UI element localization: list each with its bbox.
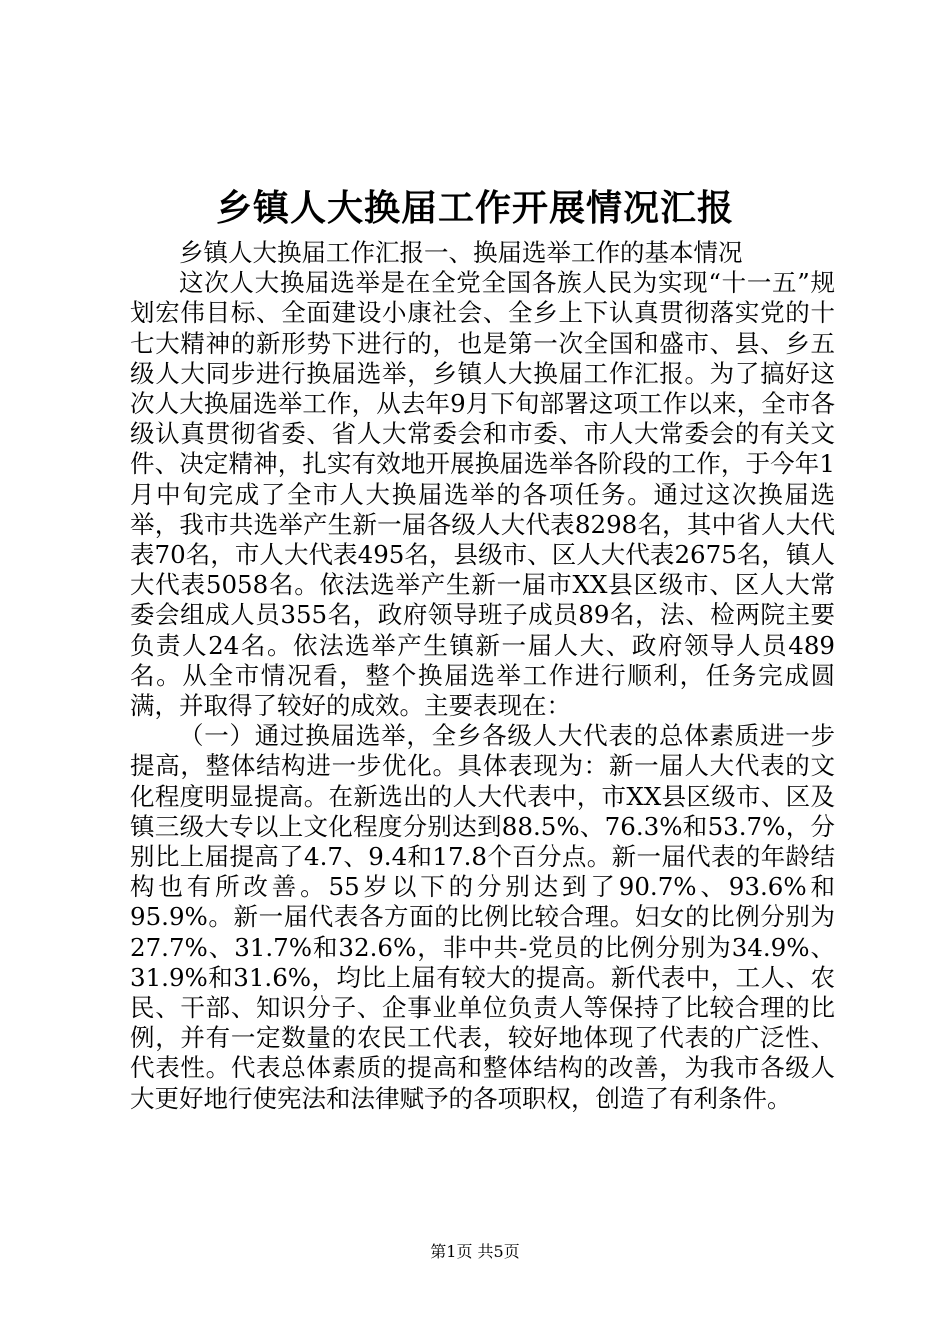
paragraph-subtitle: 乡镇人大换届工作汇报一、换届选举工作的基本情况 bbox=[179, 238, 743, 267]
document-body bbox=[130, 238, 835, 1114]
page-number-footer: 第1页 共5页 bbox=[430, 1242, 520, 1261]
paragraph-section-one: （一）通过换届选举，全乡各级人大代表的总体素质进一步提高，整体结构进一步优化。具体表现为：新一届人大代表的文化程度明显提高。在新选出的人大代表中，市XX县区级市、区及镇三级大专以上文化程度分别达到88.5%、76.3%和53.7%，分别比上届提高了4.7、9.4和17.8个百分点。新一届代表的年龄结构也有所改善。55岁以下的分别达到了90.7%、93.6%和95.9%。新一届代表各方面的比例比较合理。妇女的比例分别为27.7%、31.7%和32.6%，非中共-党员的比例分别为34.9%、31.9%和31.6%，均比上届有较大的提高。新代表中，工人、农民、干部、知识分子、企事业单位负责人等保持了比较合理的比例，并有一定数量的农民工代表，较好地体现了代表的广泛性、代表性。代表总体素质的提高和整体结构的改善，为我市各级人大更好地行使宪法和法律赋予的各项职权，创造了有利条件。 bbox=[130, 721, 835, 1113]
document-title: 乡镇人大换届工作开展情况汇报 bbox=[215, 187, 734, 229]
paragraph-overview: 这次人大换届选举是在全党全国各族人民为实现“十一五”规划宏伟目标、全面建设小康社会、全乡上下认真贯彻落实党的十七大精神的新形势下进行的，也是第一次全国和盛市、县、乡五级人大同步进行换届选举，乡镇人大换届工作汇报。为了搞好这次人大换届选举工作，从去年9月下旬部署这项工作以来，全市各级认真贯彻省委、省人大常委会和市委、市人大常委会的有关文件、决定精神，扎实有效地开展换届选举各阶段的工作，于今年1月中旬完成了全市人大换届选举的各项任务。通过这次换届选举，我市共选举产生新一届各级人大代表8298名，其中省人大代表70名，市人大代表495名，县级市、区人大代表2675名，镇人大代表5058名。依法选举产生新一届市XX县区级市、区人大常委会组成人员355名，政府领导班子成员89名，法、检两院主要负责人24名。依法选举产生镇新一届人大、政府领导人员489名。从全市情况看，整个换届选举工作进行顺利，任务完成圆满，并取得了较好的成效。主要表现在： bbox=[130, 268, 835, 721]
